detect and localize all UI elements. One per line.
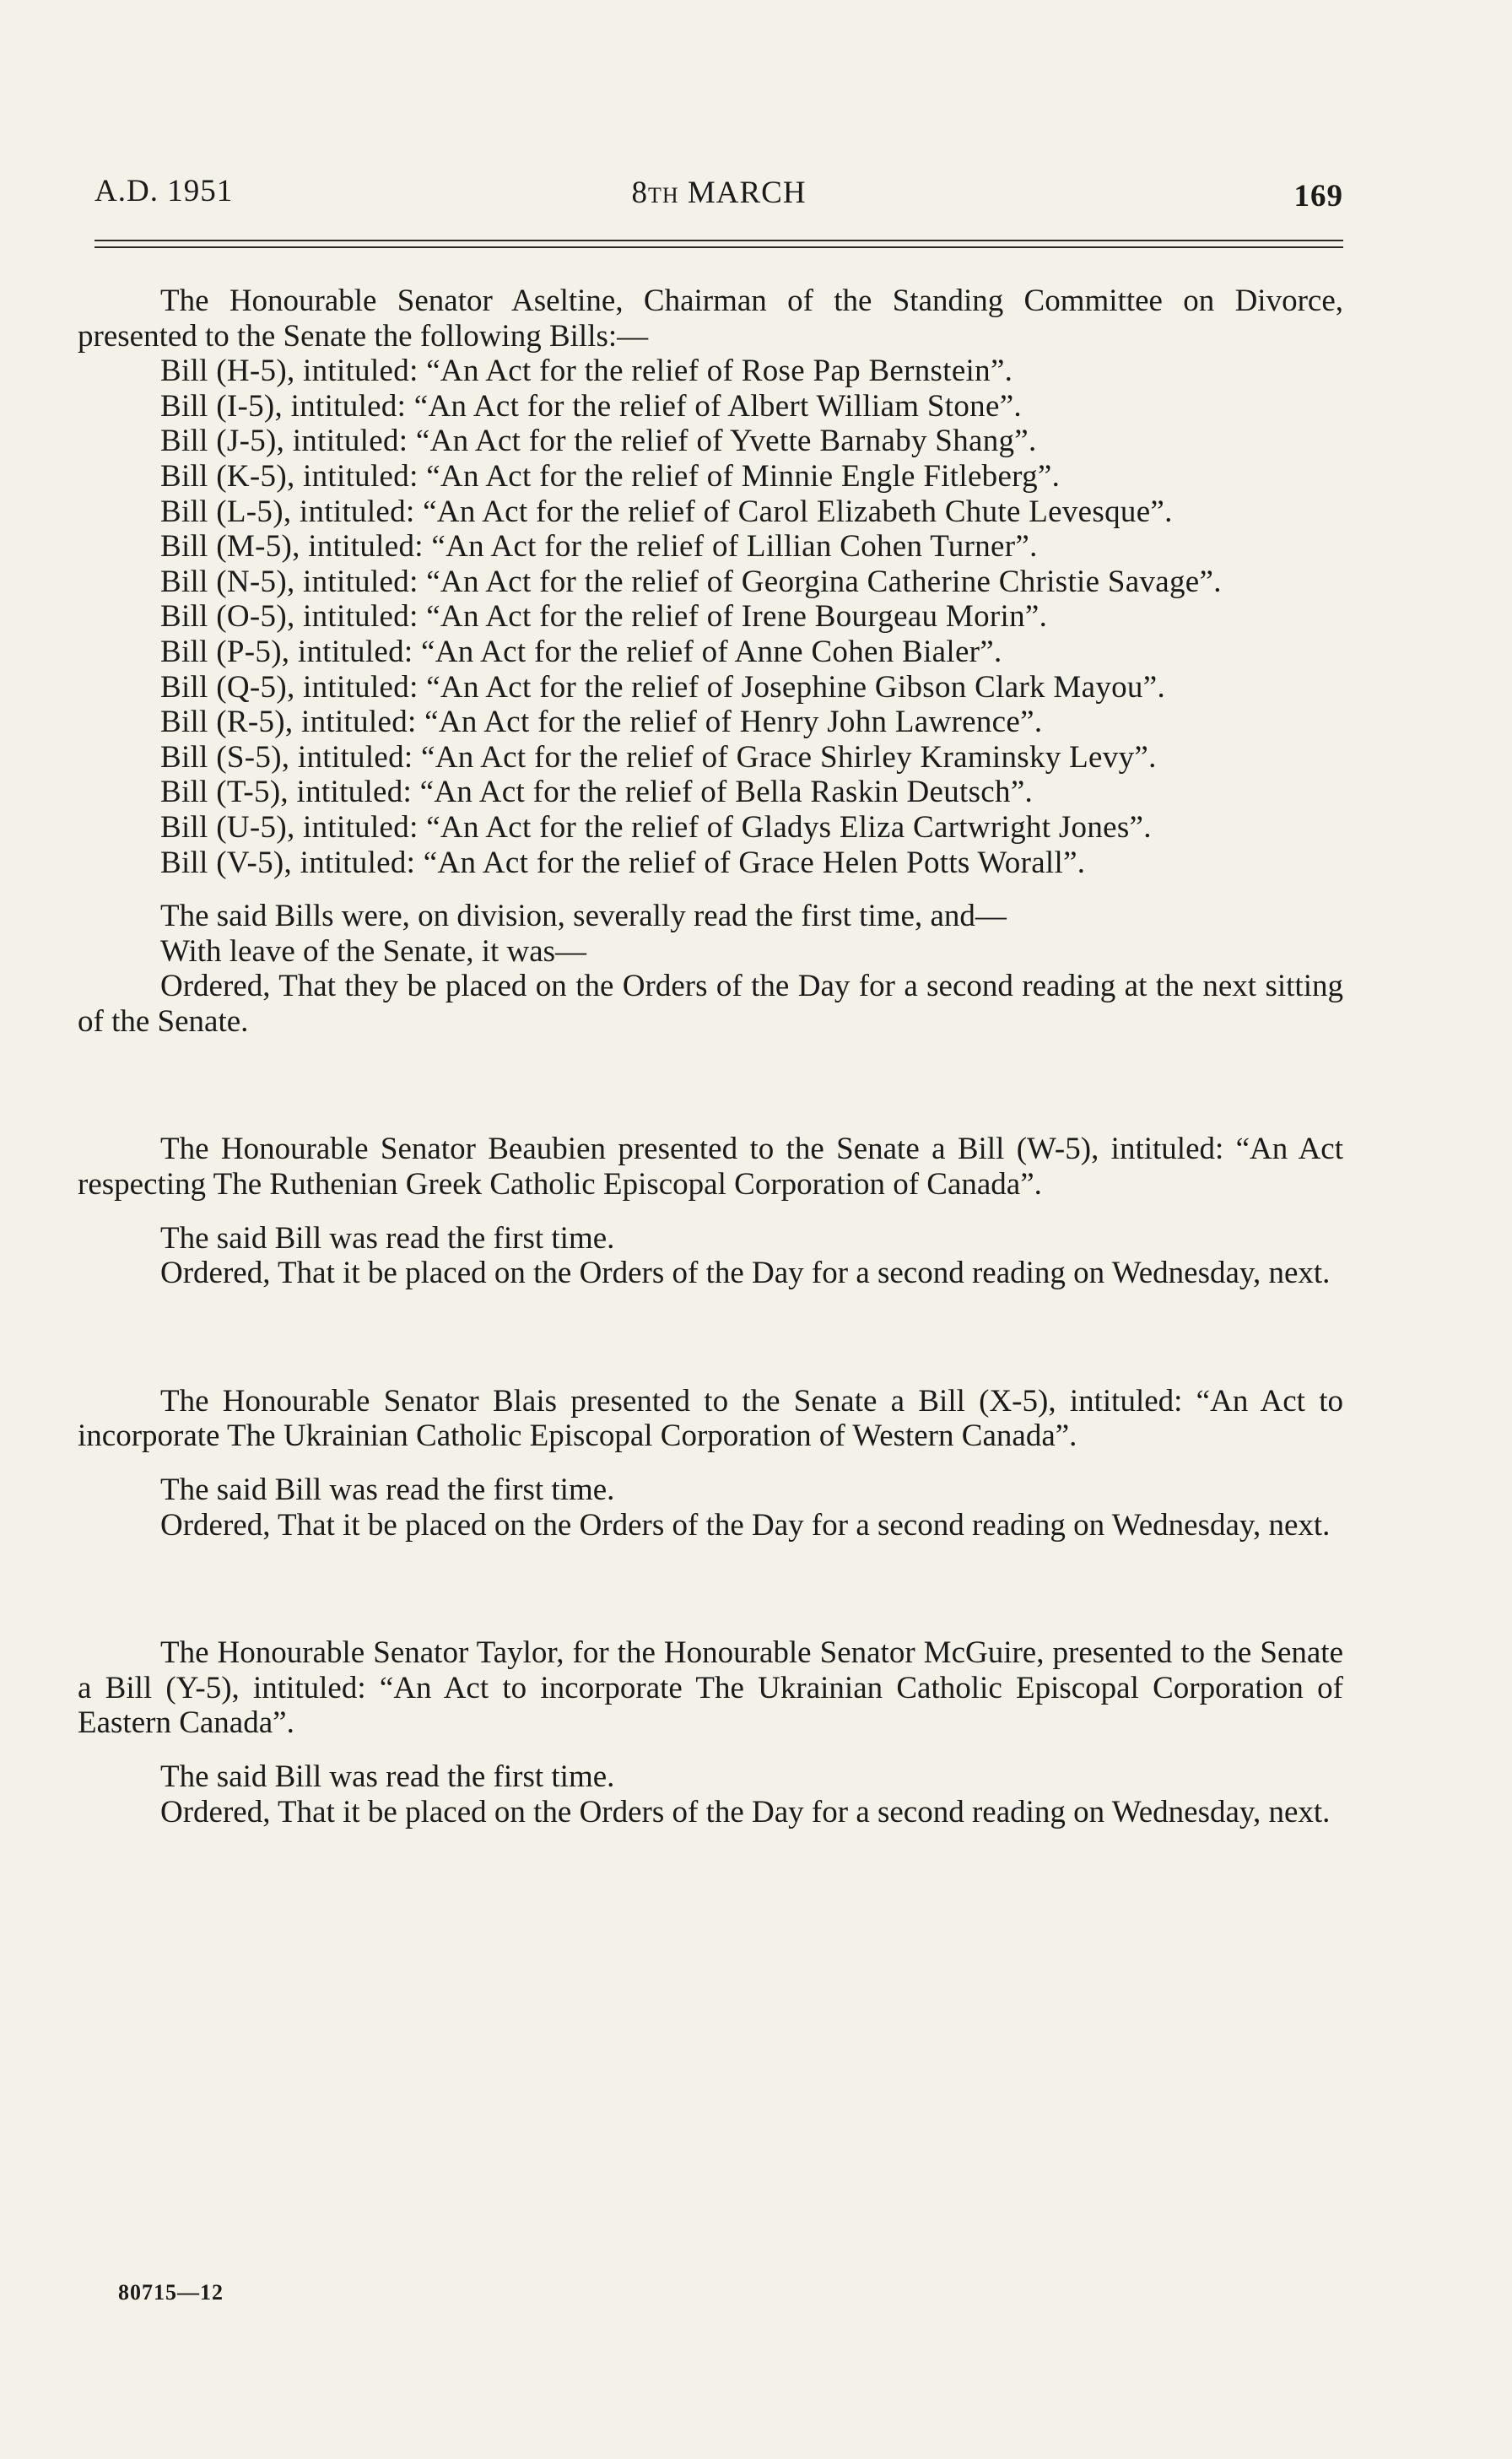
page-header xyxy=(94,173,1343,224)
blais-intro: The Honourable Senator Blais presented to the Senate a Bill (X-5), intituled: “An Act to incorporate The Ukrainian Catholic Episcopal Corporation of Western Canada”. xyxy=(78,1383,1343,1454)
bill-entry: Bill (O-5), intituled: “An Act for the relief of Irene Bourgeau Morin”. xyxy=(160,599,1048,635)
divorce-leave: With leave of the Senate, it was— xyxy=(160,933,587,969)
taylor-ordered: Ordered, That it be placed on the Orders of the Day for a second reading on Wednesday, next. xyxy=(160,1794,1331,1829)
header-date: 8th MARCH xyxy=(631,176,807,210)
bill-entry: Bill (Q-5), intituled: “An Act for the relief of Josephine Gibson Clark Mayou”. xyxy=(160,669,1166,705)
bill-entry: Bill (U-5), intituled: “An Act for the relief of Gladys Eliza Cartwright Jones”. xyxy=(160,809,1152,845)
header-rule-bottom xyxy=(94,246,1343,248)
bill-entry: Bill (K-5), intituled: “An Act for the relief of Minnie Engle Fitleberg”. xyxy=(160,458,1061,494)
divorce-ordered: Ordered, That they be placed on the Orders of the Day for a second reading at the next sitting of the Senate. xyxy=(78,969,1343,1039)
taylor-reading: The said Bill was read the first time. xyxy=(160,1759,615,1794)
beaubien-intro: The Honourable Senator Beaubien presented to the Senate a Bill (W-5), intituled: “An Act respecting The Ruthenian Greek Catholic Episcopal Corporation of Canada”. xyxy=(78,1132,1343,1202)
header-year: A.D. 1951 xyxy=(94,174,234,208)
bill-list xyxy=(78,354,1343,880)
bill-entry: Bill (P-5), intituled: “An Act for the relief of Anne Cohen Bialer”. xyxy=(160,634,1002,669)
bill-entry: Bill (R-5), intituled: “An Act for the relief of Henry John Lawrence”. xyxy=(160,705,1043,740)
page-body xyxy=(78,284,1343,1829)
bill-entry: Bill (H-5), intituled: “An Act for the relief of Rose Pap Bernstein”. xyxy=(160,354,1013,389)
bill-entry: Bill (N-5), intituled: “An Act for the relief of Georgina Catherine Christie Savage”. xyxy=(160,564,1222,599)
header-rule-top xyxy=(94,240,1343,241)
bill-entry: Bill (S-5), intituled: “An Act for the relief of Grace Shirley Kraminsky Levy”. xyxy=(160,739,1157,775)
bill-entry: Bill (J-5), intituled: “An Act for the relief of Yvette Barnaby Shang”. xyxy=(160,424,1037,459)
bill-entry: Bill (L-5), intituled: “An Act for the relief of Carol Elizabeth Chute Levesque”. xyxy=(160,494,1173,529)
bill-entry: Bill (M-5), intituled: “An Act for the relief of Lillian Cohen Turner”. xyxy=(160,529,1038,565)
bill-entry: Bill (T-5), intituled: “An Act for the relief of Bella Raskin Deutsch”. xyxy=(160,775,1034,810)
blais-reading: The said Bill was read the first time. xyxy=(160,1473,615,1508)
bill-entry: Bill (I-5), intituled: “An Act for the relief of Albert William Stone”. xyxy=(160,388,1022,424)
blais-ordered: Ordered, That it be placed on the Orders of the Day for a second reading on Wednesday, next. xyxy=(160,1507,1331,1543)
printer-code: 80715—12 xyxy=(118,2280,224,2305)
divorce-reading: The said Bills were, on division, severally read the first time, and— xyxy=(160,899,1007,934)
beaubien-section xyxy=(78,1132,1343,1290)
beaubien-ordered: Ordered, That it be placed on the Orders of the Day for a second reading on Wednesday, next. xyxy=(160,1256,1331,1291)
taylor-intro: The Honourable Senator Taylor, for the Honourable Senator McGuire, presented to the Senate a Bill (Y-5), intituled: “An Act to incorporate The Ukrainian Catholic Episcopal Corporation of Eastern Canada”. xyxy=(78,1635,1343,1741)
blais-section xyxy=(78,1384,1343,1543)
beaubien-reading: The said Bill was read the first time. xyxy=(160,1220,615,1256)
bill-entry: Bill (V-5), intituled: “An Act for the relief of Grace Helen Potts Worall”. xyxy=(160,845,1086,880)
divorce-bills-section xyxy=(78,284,1343,1039)
taylor-section xyxy=(78,1635,1343,1829)
page-number: 169 xyxy=(1293,179,1343,213)
divorce-intro: The Honourable Senator Aseltine, Chairman of the Standing Committee on Divorce, presented to the Senate the following Bills:— xyxy=(78,284,1343,354)
